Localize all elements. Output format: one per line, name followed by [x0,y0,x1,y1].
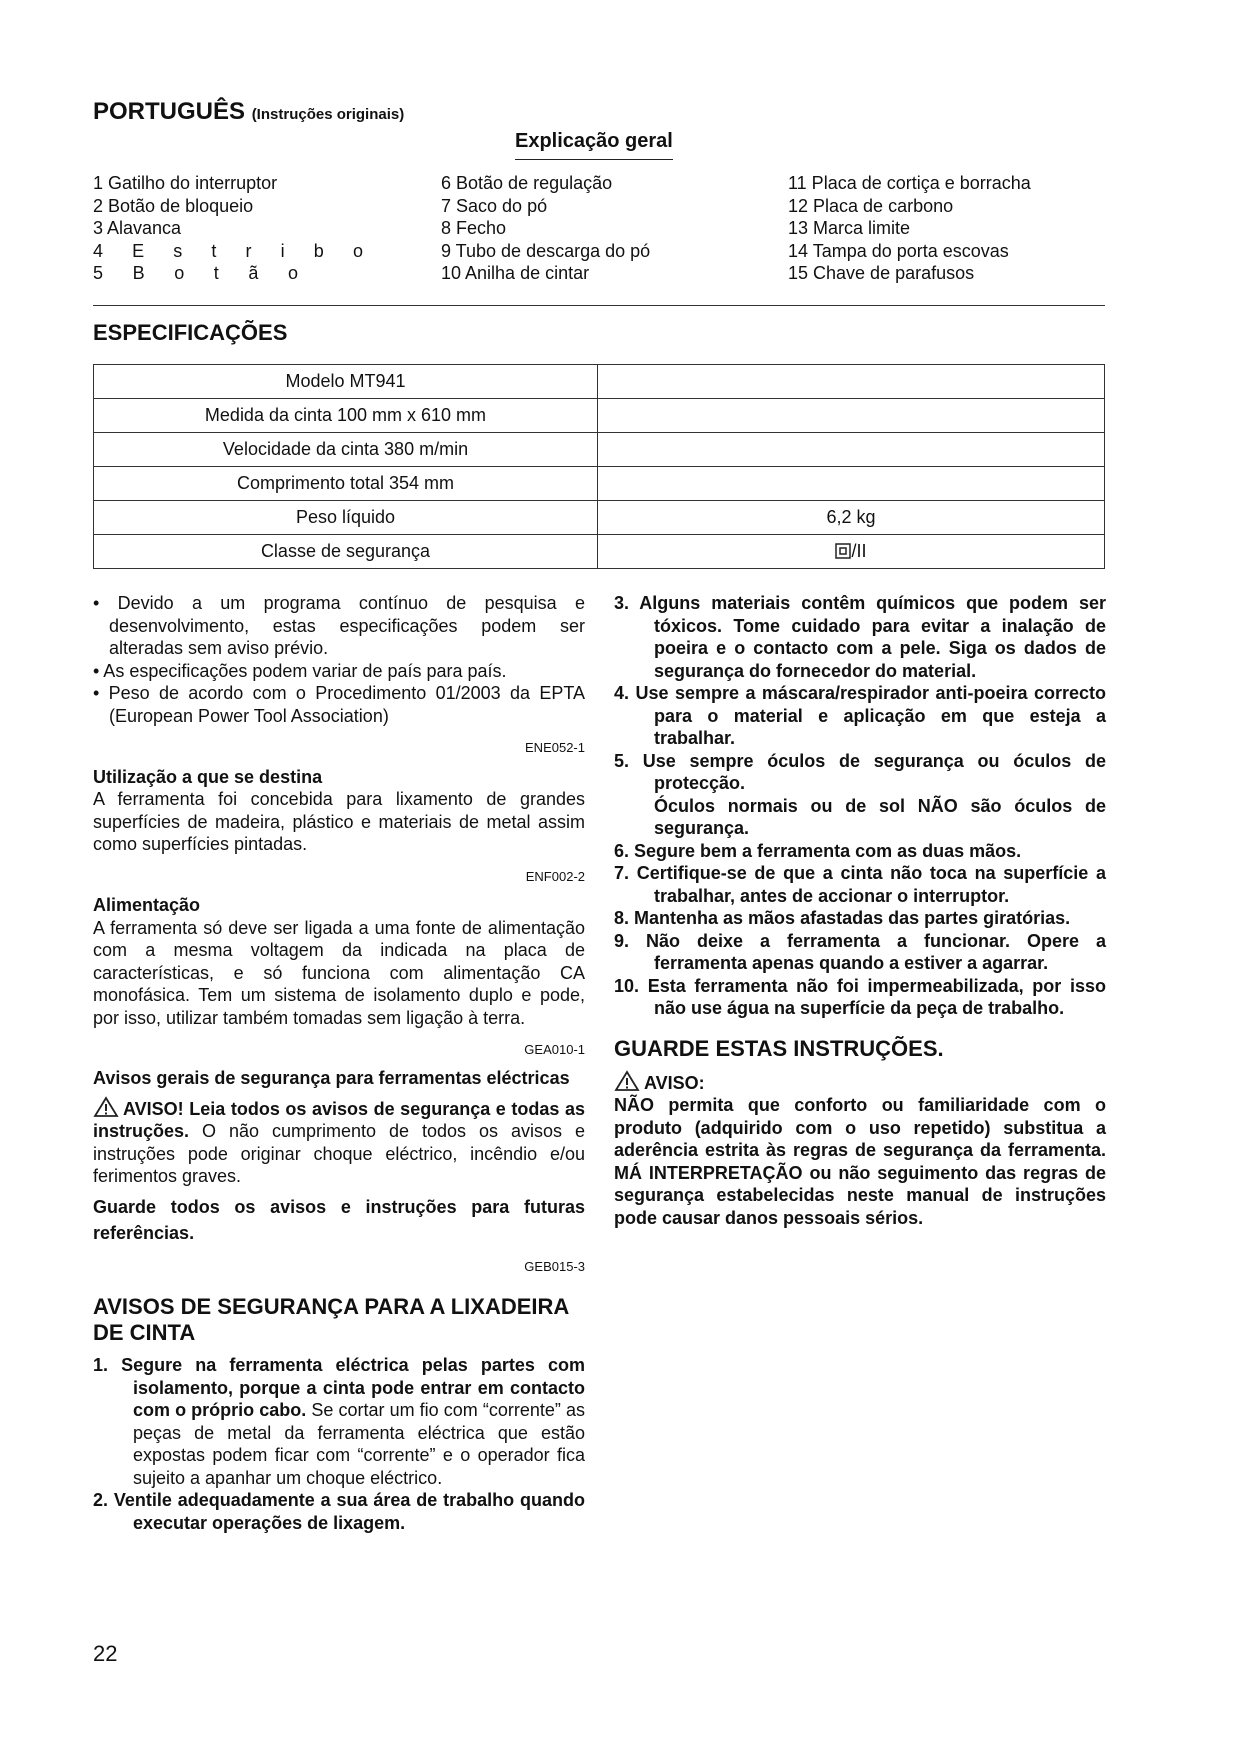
part-item: 14 Tampa do porta escovas [788,240,1009,261]
table-row [94,535,1105,569]
safety-item: 7. Certifique-se de que a cinta não toca na superfície a trabalhar, antes de accionar o interruptor. [614,863,1106,906]
use-text: A ferramenta foi concebida para lixamento de grandes superfícies de madeira, plástico e materiais de metal assim como superfícies pintadas. [93,789,585,854]
double-insulation-icon [835,543,851,559]
part-item: 7 Saco do pó [441,195,548,216]
power-text: A ferramenta só deve ser ligada a uma fonte de alimentação com a mesma voltagem da indicada na placa de características, e só funciona com alimentação CA monofásica. Tem um sistema de isolamento duplo e pode, por isso, utilizar também tomadas sem ligação à terra. [93,917,585,1028]
part-item: 9 Tubo de descarga do pó [441,240,651,261]
spec-label: Velocidade da cinta 380 m/min [94,433,598,467]
language-title: PORTUGUÊS [93,98,246,125]
spec-value [598,365,1105,399]
left-column [93,592,585,1534]
save-instructions-title: GUARDE ESTAS INSTRUÇÕES. [614,1035,944,1061]
power-title: Alimentação [93,895,201,915]
spec-label: Comprimento total 354 mm [94,467,598,501]
safety-item: 3. Alguns materiais contêm químicos que podem ser tóxicos. Tome cuidado para evitar a inalação de poeira e o contacto com a pele. Siga os dados de segurança do fornecedor do material. [614,593,1106,681]
part-item: 4 E s t r i b o [93,240,363,261]
belt-sander-safety-title: AVISOS DE SEGURANÇA PARA A LIXADEIRA DE CINTA [93,1294,569,1345]
safety-item: 8. Mantenha as mãos afastadas das partes giratórias. [614,908,1071,928]
divider [93,305,1105,306]
spec-value: /II [598,535,1105,569]
spec-value [598,467,1105,501]
parts-list-col3 [788,172,1031,285]
spec-label: Peso líquido [94,501,598,535]
part-item: 12 Placa de carbono [788,195,954,216]
table-row [94,467,1105,501]
spec-value: 6,2 kg [598,501,1105,535]
specs-table [93,364,1105,569]
safety-item: 2. Ventile adequadamente a sua área de trabalho quando executar operações de lixagem. [93,1490,585,1533]
table-row [94,399,1105,433]
page-number: 22 [93,1641,118,1666]
part-item: 15 Chave de parafusos [788,263,975,283]
warning-triangle-icon [614,1070,640,1092]
safety-item: 9. Não deixe a ferramenta a funcionar. Opere a ferramenta apenas quando a estiver a agarrar. [614,930,1106,973]
keep-instructions: Guarde todos os avisos e instruções para futuras referências. [93,1196,585,1243]
aviso-label: AVISO: [614,1070,1106,1095]
table-row [94,433,1105,467]
spec-note: • Peso de acordo com o Procedimento 01/2003 da EPTA (European Power Tool Association) [93,683,585,726]
use-title: Utilização a que se destina [93,766,323,787]
spec-note: • Devido a um programa contínuo de pesquisa e desenvolvimento, estas especificações podem ser alteradas sem aviso prévio. [93,593,585,658]
ref-code: ENE052-1 [525,740,585,755]
ref-code: GEB015-3 [524,1258,585,1274]
part-item: 2 Botão de bloqueio [93,195,254,216]
part-item: 13 Marca limite [788,218,911,238]
aviso-text: NÃO permita que conforto ou familiaridade com o produto (adquirido com o uso repetido) substitua a aderência estrita às regras de segurança da ferramenta. MÁ INTERPRETAÇÃO ou não seguimento das regras de segurança estabelecidas neste manual de instruções pode causar danos pessoais sérios. [614,1095,1106,1228]
language-subtitle: (Instruções originais) [251,106,405,123]
right-column [614,592,1106,1229]
spec-label: Modelo MT941 [94,365,598,399]
safety-item-note: Óculos normais ou de sol NÃO são óculos de segurança. [654,795,1106,838]
table-row [94,501,1105,535]
specs-title: ESPECIFICAÇÕES [93,320,288,345]
part-item: 11 Placa de cortiça e borracha [788,173,1031,193]
part-item: 3 Alavanca [93,218,182,238]
safety-item: 5. Use sempre óculos de segurança ou óculos de protecção. [614,750,1106,793]
part-item: 1 Gatilho do interruptor [93,173,278,193]
part-item: 6 Botão de regulação [441,173,613,193]
ref-code: GEA010-1 [524,1042,585,1057]
spec-value [598,433,1105,467]
spec-value [598,399,1105,433]
general-explanation-title: Explicação geral [515,130,673,160]
safety-item: 4. Use sempre a máscara/respirador anti-poeira correcto para o material e aplicação em que esteja a trabalhar. [614,683,1106,748]
general-safety-title: Avisos gerais de segurança para ferramentas eléctricas [93,1067,570,1088]
safety-item: 6. Segure bem a ferramenta com as duas mãos. [614,840,1022,861]
parts-list-col1 [93,172,373,285]
part-item: 5 B o t ã o [93,263,298,283]
part-item: 8 Fecho [441,218,507,238]
table-row [94,365,1105,399]
spec-label: Classe de segurança [94,535,598,569]
page-title [93,98,404,126]
safety-item: 1. Segure na ferramenta eléctrica pelas partes com isolamento, porque a cinta pode entrar em contacto com o próprio cabo. Se cortar um fio com “corrente” as peças de metal da ferramenta eléctrica que estão expostas podem ficar com “corrente” e o operador fica sujeito a apanhar um choque eléctrico. [93,1355,585,1488]
spec-note: • As especificações podem variar de país para país. [93,660,507,681]
parts-list-col2 [441,172,650,285]
safety-item: 10. Esta ferramenta não foi impermeabilizada, por isso não use água na superfície da peça de trabalho. [614,975,1106,1018]
ref-code: ENF002-2 [525,868,585,884]
spec-label: Medida da cinta 100 mm x 610 mm [94,399,598,433]
part-item: 10 Anilha de cintar [441,263,590,283]
warning-paragraph: AVISO! Leia todos os avisos de segurança e todas as instruções. O não cumprimento de todos os avisos e instruções pode originar choque eléctrico, incêndio e/ou ferimentos graves. [93,1096,585,1188]
warning-triangle-icon [93,1096,119,1118]
